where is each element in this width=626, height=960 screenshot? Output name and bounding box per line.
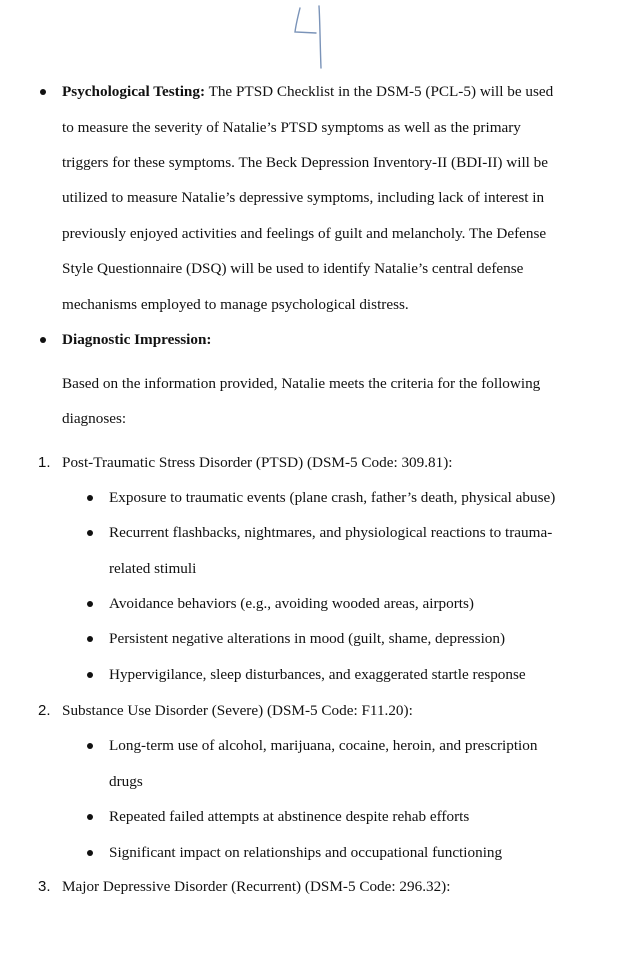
- psych-testing-heading: Psychological Testing:: [62, 83, 206, 100]
- bullet-icon: [87, 743, 93, 749]
- bullet-icon: [87, 601, 93, 607]
- diagnosis-title: Substance Use Disorder (Severe) (DSM-5 Code: F11.20):: [62, 702, 413, 719]
- diagnostic-heading: Diagnostic Impression:: [62, 331, 212, 348]
- psych-testing-line-3: triggers for these symptoms. The Beck Depression Inventory-II (BDI-II) will be: [62, 154, 549, 171]
- criterion-line: Persistent negative alterations in mood (guilt, shame, depression): [109, 630, 506, 647]
- psych-testing-text: The PTSD Checklist in the DSM-5 (PCL-5) will be used: [208, 83, 554, 100]
- bullet-icon: [87, 636, 93, 642]
- psych-testing-line-1: [62, 82, 553, 102]
- bullet-icon: [87, 672, 93, 678]
- diagnosis-title: Post-Traumatic Stress Disorder (PTSD) (DSM-5 Code: 309.81):: [62, 454, 453, 471]
- criterion-line: Repeated failed attempts at abstinence despite rehab efforts: [109, 808, 470, 825]
- psych-testing-line-7: mechanisms employed to manage psychological distress.: [62, 296, 409, 313]
- criterion-line: Long-term use of alcohol, marijuana, cocaine, heroin, and prescription: [109, 737, 538, 754]
- diagnosis-number: 1.: [38, 454, 51, 471]
- criterion-line: Exposure to traumatic events (plane crash, father’s death, physical abuse): [109, 489, 556, 506]
- bullet-icon: [40, 89, 46, 95]
- diagnosis-title: Major Depressive Disorder (Recurrent) (DSM-5 Code: 296.32):: [62, 878, 451, 895]
- diagnostic-intro-line-1: Based on the information provided, Natalie meets the criteria for the following: [62, 375, 541, 392]
- criterion-line: Avoidance behaviors (e.g., avoiding wooded areas, airports): [109, 595, 474, 612]
- bullet-icon: [40, 337, 46, 343]
- bullet-icon: [87, 495, 93, 501]
- psych-testing-line-4: utilized to measure Natalie’s depressive symptoms, including lack of interest in: [62, 189, 545, 206]
- psych-testing-line-6: Style Questionnaire (DSQ) will be used to identify Natalie’s central defense: [62, 260, 524, 277]
- psych-testing-line-2: to measure the severity of Natalie’s PTSD symptoms as well as the primary: [62, 119, 521, 136]
- diagnosis-number: 3.: [38, 878, 51, 895]
- criterion-line: Hypervigilance, sleep disturbances, and exaggerated startle response: [109, 666, 526, 683]
- bullet-icon: [87, 814, 93, 820]
- criterion-line-continued: related stimuli: [109, 560, 197, 577]
- criterion-line: Significant impact on relationships and occupational functioning: [109, 844, 503, 861]
- psych-testing-line-5: previously enjoyed activities and feelings of guilt and melancholy. The Defense: [62, 225, 547, 242]
- bullet-icon: [87, 530, 93, 536]
- diagnostic-intro-line-2: diagnoses:: [62, 410, 127, 427]
- handwritten-page-number-icon: [288, 2, 328, 70]
- criterion-line: Recurrent flashbacks, nightmares, and physiological reactions to trauma-: [109, 524, 553, 541]
- bullet-icon: [87, 850, 93, 856]
- criterion-line-continued: drugs: [109, 773, 143, 790]
- diagnosis-number: 2.: [38, 702, 51, 719]
